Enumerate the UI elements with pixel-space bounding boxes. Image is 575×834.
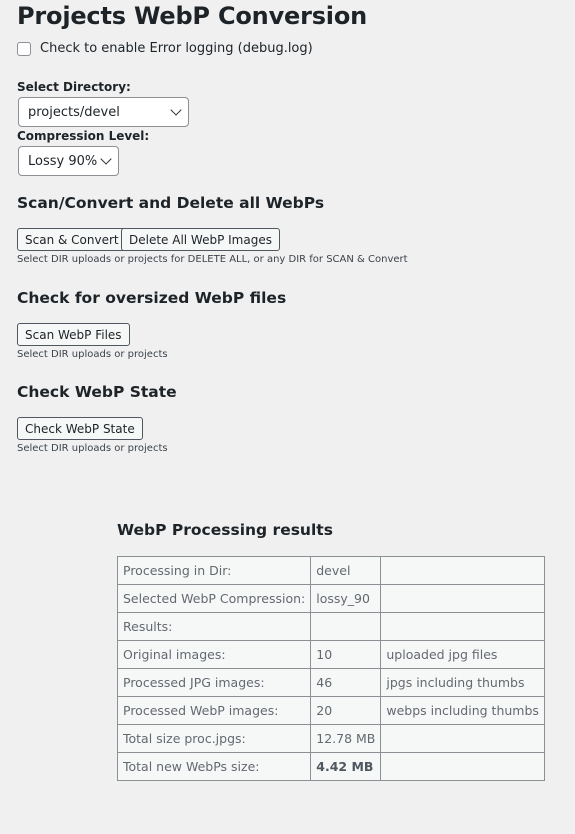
compression-label: Compression Level: [17,129,150,143]
oversized-section-heading: Check for oversized WebP files [17,289,287,307]
row-note [381,753,545,781]
oversized-help-text: Select DIR uploads or projects [17,349,168,360]
table-row [118,753,545,781]
row-label: Processed WebP images: [118,697,311,725]
row-label: Processing in Dir: [118,557,311,585]
state-help-text: Select DIR uploads or projects [17,443,168,454]
results-title: WebP Processing results [117,521,333,539]
row-label: Results: [118,613,311,641]
row-value: 4.42 MB [311,753,381,781]
row-label: Selected WebP Compression: [118,585,311,613]
table-row [118,697,545,725]
debug-option [17,41,313,56]
convert-help-text: Select DIR uploads or projects for DELETE ALL, or any DIR for SCAN & Convert [17,254,408,265]
scan-convert-button[interactable]: Scan & Convert [17,228,127,251]
state-section-heading: Check WebP State [17,383,177,401]
table-row [118,613,545,641]
scan-webp-files-button[interactable]: Scan WebP Files [17,323,130,346]
row-label: Processed JPG images: [118,669,311,697]
table-row [118,585,545,613]
row-value: 12.78 MB [311,725,381,753]
compression-select[interactable] [18,146,119,176]
chevron-down-icon [100,153,111,164]
table-row [118,641,545,669]
row-note [381,725,545,753]
table-row [118,669,545,697]
row-note: uploaded jpg files [381,641,545,669]
row-note [381,557,545,585]
row-label: Total size proc.jpgs: [118,725,311,753]
directory-label: Select Directory: [17,80,131,94]
row-label: Original images: [118,641,311,669]
convert-section-heading: Scan/Convert and Delete all WebPs [17,194,325,212]
check-webp-state-button[interactable]: Check WebP State [17,417,143,440]
row-value [311,613,381,641]
row-value: devel [311,557,381,585]
debug-checkbox-label[interactable]: Check to enable Error logging (debug.log) [40,41,313,56]
directory-select[interactable] [18,97,189,127]
row-note [381,585,545,613]
row-value: 46 [311,669,381,697]
directory-select-value: projects/devel [28,104,120,120]
row-note: webps including thumbs [381,697,545,725]
page-title: Projects WebP Conversion [17,2,368,30]
row-label: Total new WebPs size: [118,753,311,781]
row-value: lossy_90 [311,585,381,613]
chevron-down-icon [170,104,181,115]
table-row [118,725,545,753]
delete-all-webp-button[interactable]: Delete All WebP Images [121,228,280,251]
results-table [117,556,545,781]
row-note: jpgs including thumbs [381,669,545,697]
row-note [381,613,545,641]
debug-checkbox[interactable] [17,42,31,56]
row-value: 20 [311,697,381,725]
row-value: 10 [311,641,381,669]
table-row [118,557,545,585]
compression-select-value: Lossy 90% [28,153,98,169]
